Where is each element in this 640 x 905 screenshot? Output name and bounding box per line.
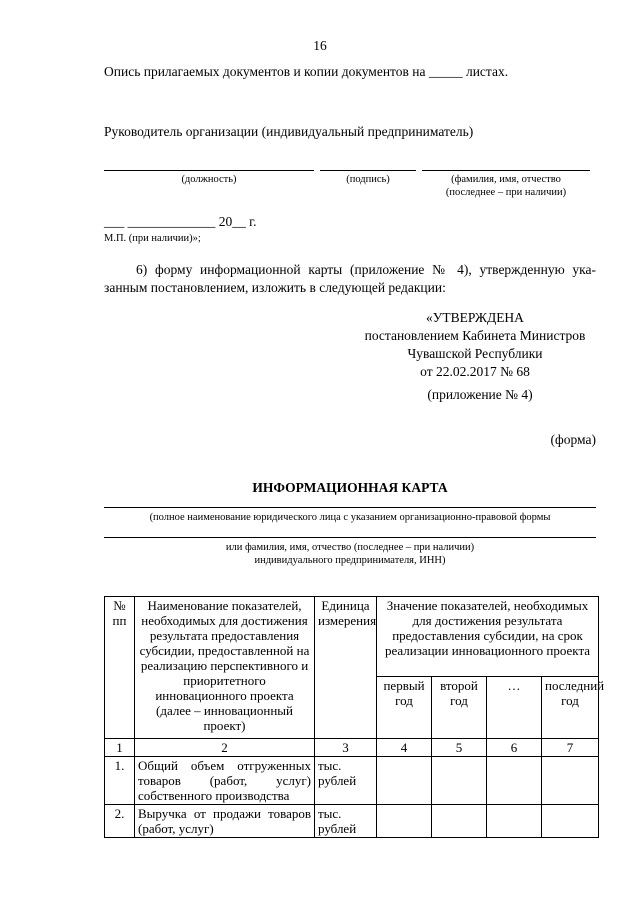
- org-name-line: [104, 507, 596, 508]
- name-caption-1: (фамилия, имя, отчество: [451, 174, 561, 185]
- row-value: [487, 757, 542, 805]
- header-year-first: первый год: [377, 677, 432, 739]
- index-cell: 7: [542, 739, 599, 757]
- position-caption: (должность): [181, 174, 237, 185]
- org-name-line-2: [104, 537, 596, 538]
- appendix-label: (приложение № 4): [427, 387, 533, 402]
- index-cell: 3: [315, 739, 377, 757]
- paragraph-line-1: 6) форму информационной карты (приложение № 4), утвержденную ука-: [136, 262, 596, 277]
- header-values: Значение показателей, необходимых для достижения результата предоставления субсидии, на срок реализации инновационного проекта: [377, 597, 599, 677]
- row-value: [487, 805, 542, 838]
- indicators-table: [104, 596, 605, 838]
- caption-3: индивидуального предпринимателя, ИНН): [254, 555, 446, 566]
- date-line: ___ _____________ 20__ г.: [104, 214, 257, 229]
- name-line: [422, 170, 590, 171]
- signature-caption: (подпись): [346, 174, 390, 185]
- card-title: ИНФОРМАЦИОННАЯ КАРТА: [252, 480, 448, 495]
- row-number: 1.: [105, 757, 135, 805]
- row-number: 2.: [105, 805, 135, 838]
- header-indicator-name: Наименование показателей, необходимых для достижения результата предоставления субсидии, предоставленной на реализацию перспективного и приоритетного инновационного проекта (далее – инновационный проект): [135, 597, 315, 739]
- stamp-label: М.П. (при наличии)»;: [104, 233, 201, 244]
- caption-1: (полное наименование юридического лица с указанием организационно-правовой формы: [149, 512, 551, 523]
- index-cell: 6: [487, 739, 542, 757]
- row-value: [542, 757, 599, 805]
- row-indicator-name: Общий объем отгруженных товаров (работ, услуг) собственного производства: [135, 757, 315, 805]
- row-unit: тыс. рублей: [315, 805, 377, 838]
- form-label: (форма): [550, 432, 596, 447]
- header-year-last: последний год: [542, 677, 599, 739]
- row-indicator-name: Выручка от продажи товаров (работ, услуг): [135, 805, 315, 838]
- row-value: [377, 757, 432, 805]
- header-year-second: второй год: [432, 677, 487, 739]
- index-cell: 2: [135, 739, 315, 757]
- row-unit: тыс. рублей: [315, 757, 377, 805]
- signature-line: [320, 170, 416, 171]
- approval-line-1: «УТВЕРЖДЕНА: [426, 310, 524, 325]
- row-value: [377, 805, 432, 838]
- row-value: [432, 757, 487, 805]
- header-year-ellipsis: …: [487, 677, 542, 739]
- index-cell: 4: [377, 739, 432, 757]
- approval-block: [360, 309, 590, 381]
- head-label: Руководитель организации (индивидуальный предприниматель): [104, 124, 474, 139]
- row-value: [432, 805, 487, 838]
- approval-line-3: Чувашской Республики: [407, 346, 543, 361]
- header-unit: Единица измерения: [315, 597, 377, 739]
- caption-2: или фамилия, имя, отчество (последнее – при наличии): [225, 542, 475, 553]
- table-row: [105, 757, 599, 805]
- index-cell: 5: [432, 739, 487, 757]
- row-value: [542, 805, 599, 838]
- paragraph-line-2: занным постановлением, изложить в следующей редакции:: [104, 280, 446, 295]
- header-number: № пп: [105, 597, 135, 739]
- index-cell: 1: [105, 739, 135, 757]
- page-number: 16: [313, 38, 327, 53]
- inventory-line: Опись прилагаемых документов и копии документов на _____ листах.: [104, 64, 509, 79]
- approval-line-2: постановлением Кабинета Министров: [364, 328, 586, 343]
- position-line: [104, 170, 314, 171]
- table-row: [105, 805, 599, 838]
- name-caption-2: (последнее – при наличии): [445, 187, 567, 198]
- index-row: [105, 739, 599, 757]
- approval-line-4: от 22.02.2017 № 68: [420, 364, 530, 379]
